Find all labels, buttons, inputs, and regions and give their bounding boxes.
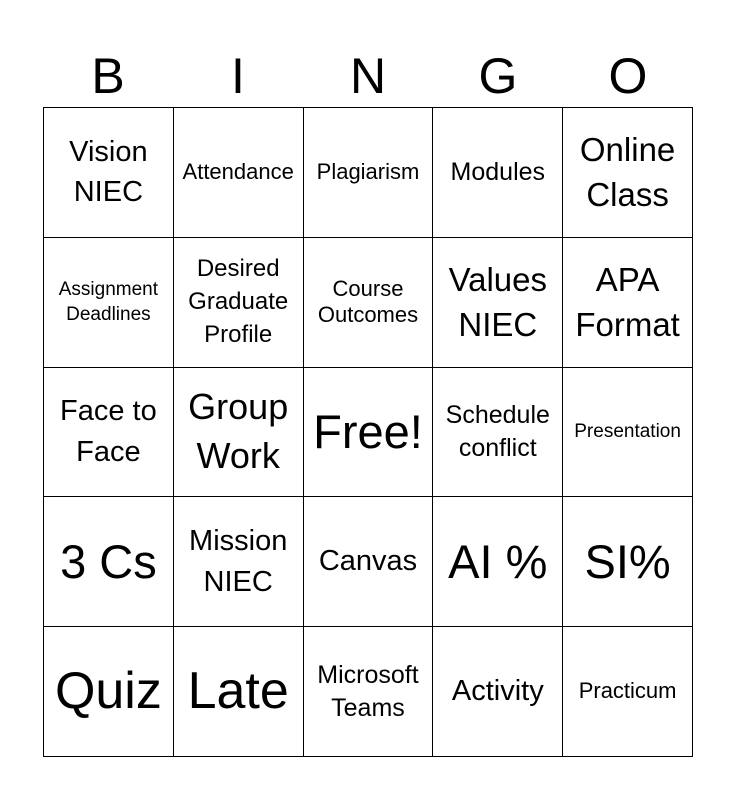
- cell-line: Group: [188, 386, 289, 428]
- cell-line: Class: [586, 176, 669, 214]
- bingo-cell-assignment-deadlines[interactable]: [44, 238, 174, 368]
- cell-line: Outcomes: [317, 302, 419, 328]
- bingo-cell-plagiarism[interactable]: [304, 108, 434, 238]
- cell-line: Assignment: [58, 279, 159, 301]
- cell-line: Late: [187, 662, 289, 720]
- cell-line: 3 Cs: [60, 534, 157, 588]
- bingo-cell-presentation[interactable]: [563, 368, 693, 498]
- cell-line: Modules: [450, 158, 546, 187]
- bingo-cell-canvas[interactable]: [304, 497, 434, 627]
- cell-line: NIEC: [203, 565, 273, 598]
- cell-line: Microsoft: [317, 661, 419, 690]
- cell-line: Presentation: [574, 421, 681, 443]
- cell-line: conflict: [458, 433, 537, 462]
- cell-line: Work: [196, 434, 280, 476]
- header-letter-n: N: [349, 48, 387, 104]
- cell-line: Mission: [189, 525, 288, 558]
- bingo-cell-microsoft-teams[interactable]: [304, 627, 434, 757]
- bingo-cell-attendance[interactable]: [174, 108, 304, 238]
- cell-line: Profile: [204, 320, 273, 348]
- cell-line: Vision: [69, 135, 148, 168]
- cell-line: Deadlines: [66, 304, 151, 326]
- cell-line: Course: [332, 275, 404, 301]
- header-letter-g: G: [478, 48, 518, 104]
- cell-line: NIEC: [458, 306, 538, 344]
- bingo-cell-face-to-face[interactable]: [44, 368, 174, 498]
- cell-line: Attendance: [182, 159, 294, 185]
- bingo-cell-mission-niec[interactable]: [174, 497, 304, 627]
- cell-line: AI %: [448, 534, 548, 588]
- bingo-cell-si-percent[interactable]: [563, 497, 693, 627]
- bingo-cell-course-outcomes[interactable]: [304, 238, 434, 368]
- bingo-cell-group-work[interactable]: [174, 368, 304, 498]
- cell-line: Values: [448, 260, 548, 298]
- cell-line: Teams: [331, 693, 405, 722]
- cell-line: Face: [76, 435, 141, 468]
- bingo-cell-values-niec[interactable]: [433, 238, 563, 368]
- bingo-cell-desired-graduate-profile[interactable]: [174, 238, 304, 368]
- bingo-cell-modules[interactable]: [433, 108, 563, 238]
- cell-line: Graduate: [188, 287, 289, 315]
- bingo-cell-practicum[interactable]: [563, 627, 693, 757]
- cell-line: Practicum: [578, 678, 677, 704]
- cell-line: NIEC: [73, 176, 144, 209]
- bingo-cell-schedule-conflict[interactable]: [433, 368, 563, 498]
- cell-line: Desired: [196, 254, 280, 282]
- bingo-cell-online-class[interactable]: [563, 108, 693, 238]
- header-letter-b: B: [91, 48, 125, 104]
- cell-line: Free!: [313, 405, 423, 459]
- bingo-board: [43, 107, 693, 757]
- cell-line: SI%: [584, 534, 671, 588]
- cell-line: APA: [595, 260, 660, 298]
- cell-line: Schedule: [445, 401, 550, 430]
- cell-line: Canvas: [318, 545, 418, 578]
- bingo-cell-vision-niec[interactable]: [44, 108, 174, 238]
- bingo-cell-late[interactable]: [174, 627, 304, 757]
- cell-line: Quiz: [54, 662, 162, 720]
- bingo-cell-activity[interactable]: [433, 627, 563, 757]
- cell-line: Face to: [60, 395, 157, 428]
- cell-line: Online: [579, 131, 676, 169]
- cell-line: Activity: [451, 675, 544, 708]
- header-letter-o: O: [608, 48, 648, 104]
- bingo-cell-free-space[interactable]: [304, 368, 434, 498]
- cell-line: Format: [575, 306, 680, 344]
- header-letter-i: I: [231, 48, 245, 104]
- cell-line: Plagiarism: [316, 159, 420, 185]
- bingo-cell-apa-format[interactable]: [563, 238, 693, 368]
- bingo-header: [43, 44, 693, 108]
- bingo-cell-ai-percent[interactable]: [433, 497, 563, 627]
- bingo-cell-3-cs[interactable]: [44, 497, 174, 627]
- bingo-cell-quiz[interactable]: [44, 627, 174, 757]
